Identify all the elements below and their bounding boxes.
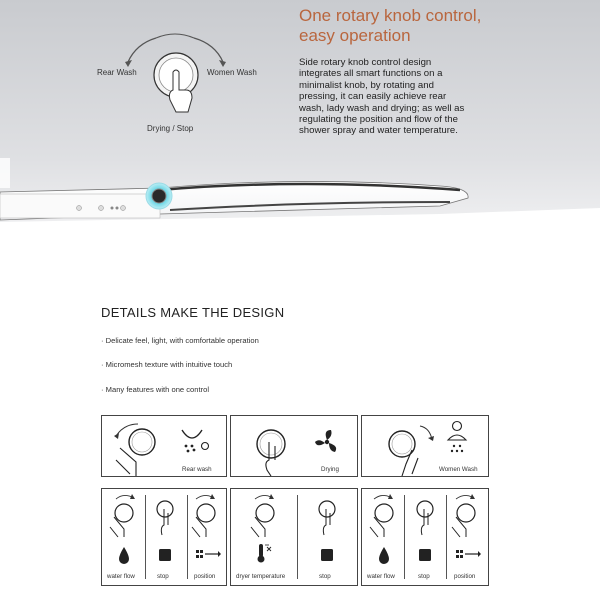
knob-icon xyxy=(157,501,173,517)
hero-title: One rotary knob control, easy operation xyxy=(299,6,482,45)
panel-label: stop xyxy=(157,573,169,580)
panel-label: stop xyxy=(418,573,430,580)
hand-icon xyxy=(251,517,265,537)
feature-item: · Many features with one control xyxy=(101,385,210,394)
women-wash-icon xyxy=(448,422,466,453)
panel-label: Women Wash xyxy=(439,466,478,473)
panel-rear-wash xyxy=(101,415,227,477)
knob-icon xyxy=(115,504,133,522)
knob-icon xyxy=(257,430,285,458)
feature-item: · Delicate feel, light, with comfortable operation xyxy=(101,336,259,345)
panel-label: water flow xyxy=(107,573,135,580)
rotate-left-arrow-icon xyxy=(128,38,156,62)
water-drop-icon xyxy=(119,547,129,564)
stop-icon xyxy=(419,549,431,561)
panel-label: water flow xyxy=(367,573,395,580)
indicator-light-icon xyxy=(121,206,126,211)
knob-icon xyxy=(129,429,155,455)
panel-label: Rear wash xyxy=(182,466,212,473)
hero-description: Side rotary knob control design integrates all smart functions on a minimalist knob, by rotating and pressing, it can easily achieve rear wash, lady wash and drying; as well as regulating the position and flow of the shower spray and water temperature. xyxy=(299,57,465,137)
water-drop-icon xyxy=(379,547,389,564)
panel-label: stop xyxy=(319,573,331,580)
panel-label: position xyxy=(454,573,476,580)
knob-icon xyxy=(197,504,215,522)
position-icon xyxy=(456,550,481,558)
knob-icon xyxy=(375,504,393,522)
panel-women-wash-settings xyxy=(361,488,489,586)
hand-icon xyxy=(452,517,466,537)
pressing-hand-icon xyxy=(323,509,330,535)
details-title: DETAILS MAKE THE DESIGN xyxy=(101,305,285,320)
hero-section xyxy=(0,0,600,290)
label-drying-stop: Drying / Stop xyxy=(147,124,194,133)
indicator-light-icon xyxy=(99,206,104,211)
panel-drying-settings xyxy=(230,488,358,586)
panel-label: dryer temperature xyxy=(236,573,286,580)
label-rear-wash: Rear Wash xyxy=(97,68,137,77)
rear-wash-icon xyxy=(182,430,202,438)
panel-label: Drying xyxy=(321,466,339,473)
knob-icon xyxy=(256,504,274,522)
position-icon xyxy=(196,550,221,558)
indicator-light-icon xyxy=(77,206,82,211)
hand-icon xyxy=(110,517,124,537)
knob-rotation-diagram xyxy=(118,30,233,125)
knob-icon xyxy=(457,504,475,522)
hand-icon xyxy=(192,517,206,537)
panel-rear-wash-settings xyxy=(101,488,227,586)
feature-item: · Micromesh texture with intuitive touch xyxy=(101,360,233,369)
pressing-hand-icon xyxy=(161,509,168,535)
thermometer-icon xyxy=(258,544,272,563)
stop-icon xyxy=(159,549,171,561)
stop-icon xyxy=(321,549,333,561)
panel-label: position xyxy=(194,573,216,580)
panel-women-wash xyxy=(361,415,489,477)
fan-icon xyxy=(315,430,336,452)
pressing-hand-icon xyxy=(421,509,428,535)
label-women-wash: Women Wash xyxy=(207,68,257,77)
toilet-side-view xyxy=(0,150,600,290)
panel-drying xyxy=(230,415,358,477)
knob-icon xyxy=(319,501,335,517)
rotate-right-arrow-icon xyxy=(194,38,223,62)
pressing-hand-icon xyxy=(266,442,275,476)
knob-icon xyxy=(417,501,433,517)
hand-icon xyxy=(370,517,384,537)
